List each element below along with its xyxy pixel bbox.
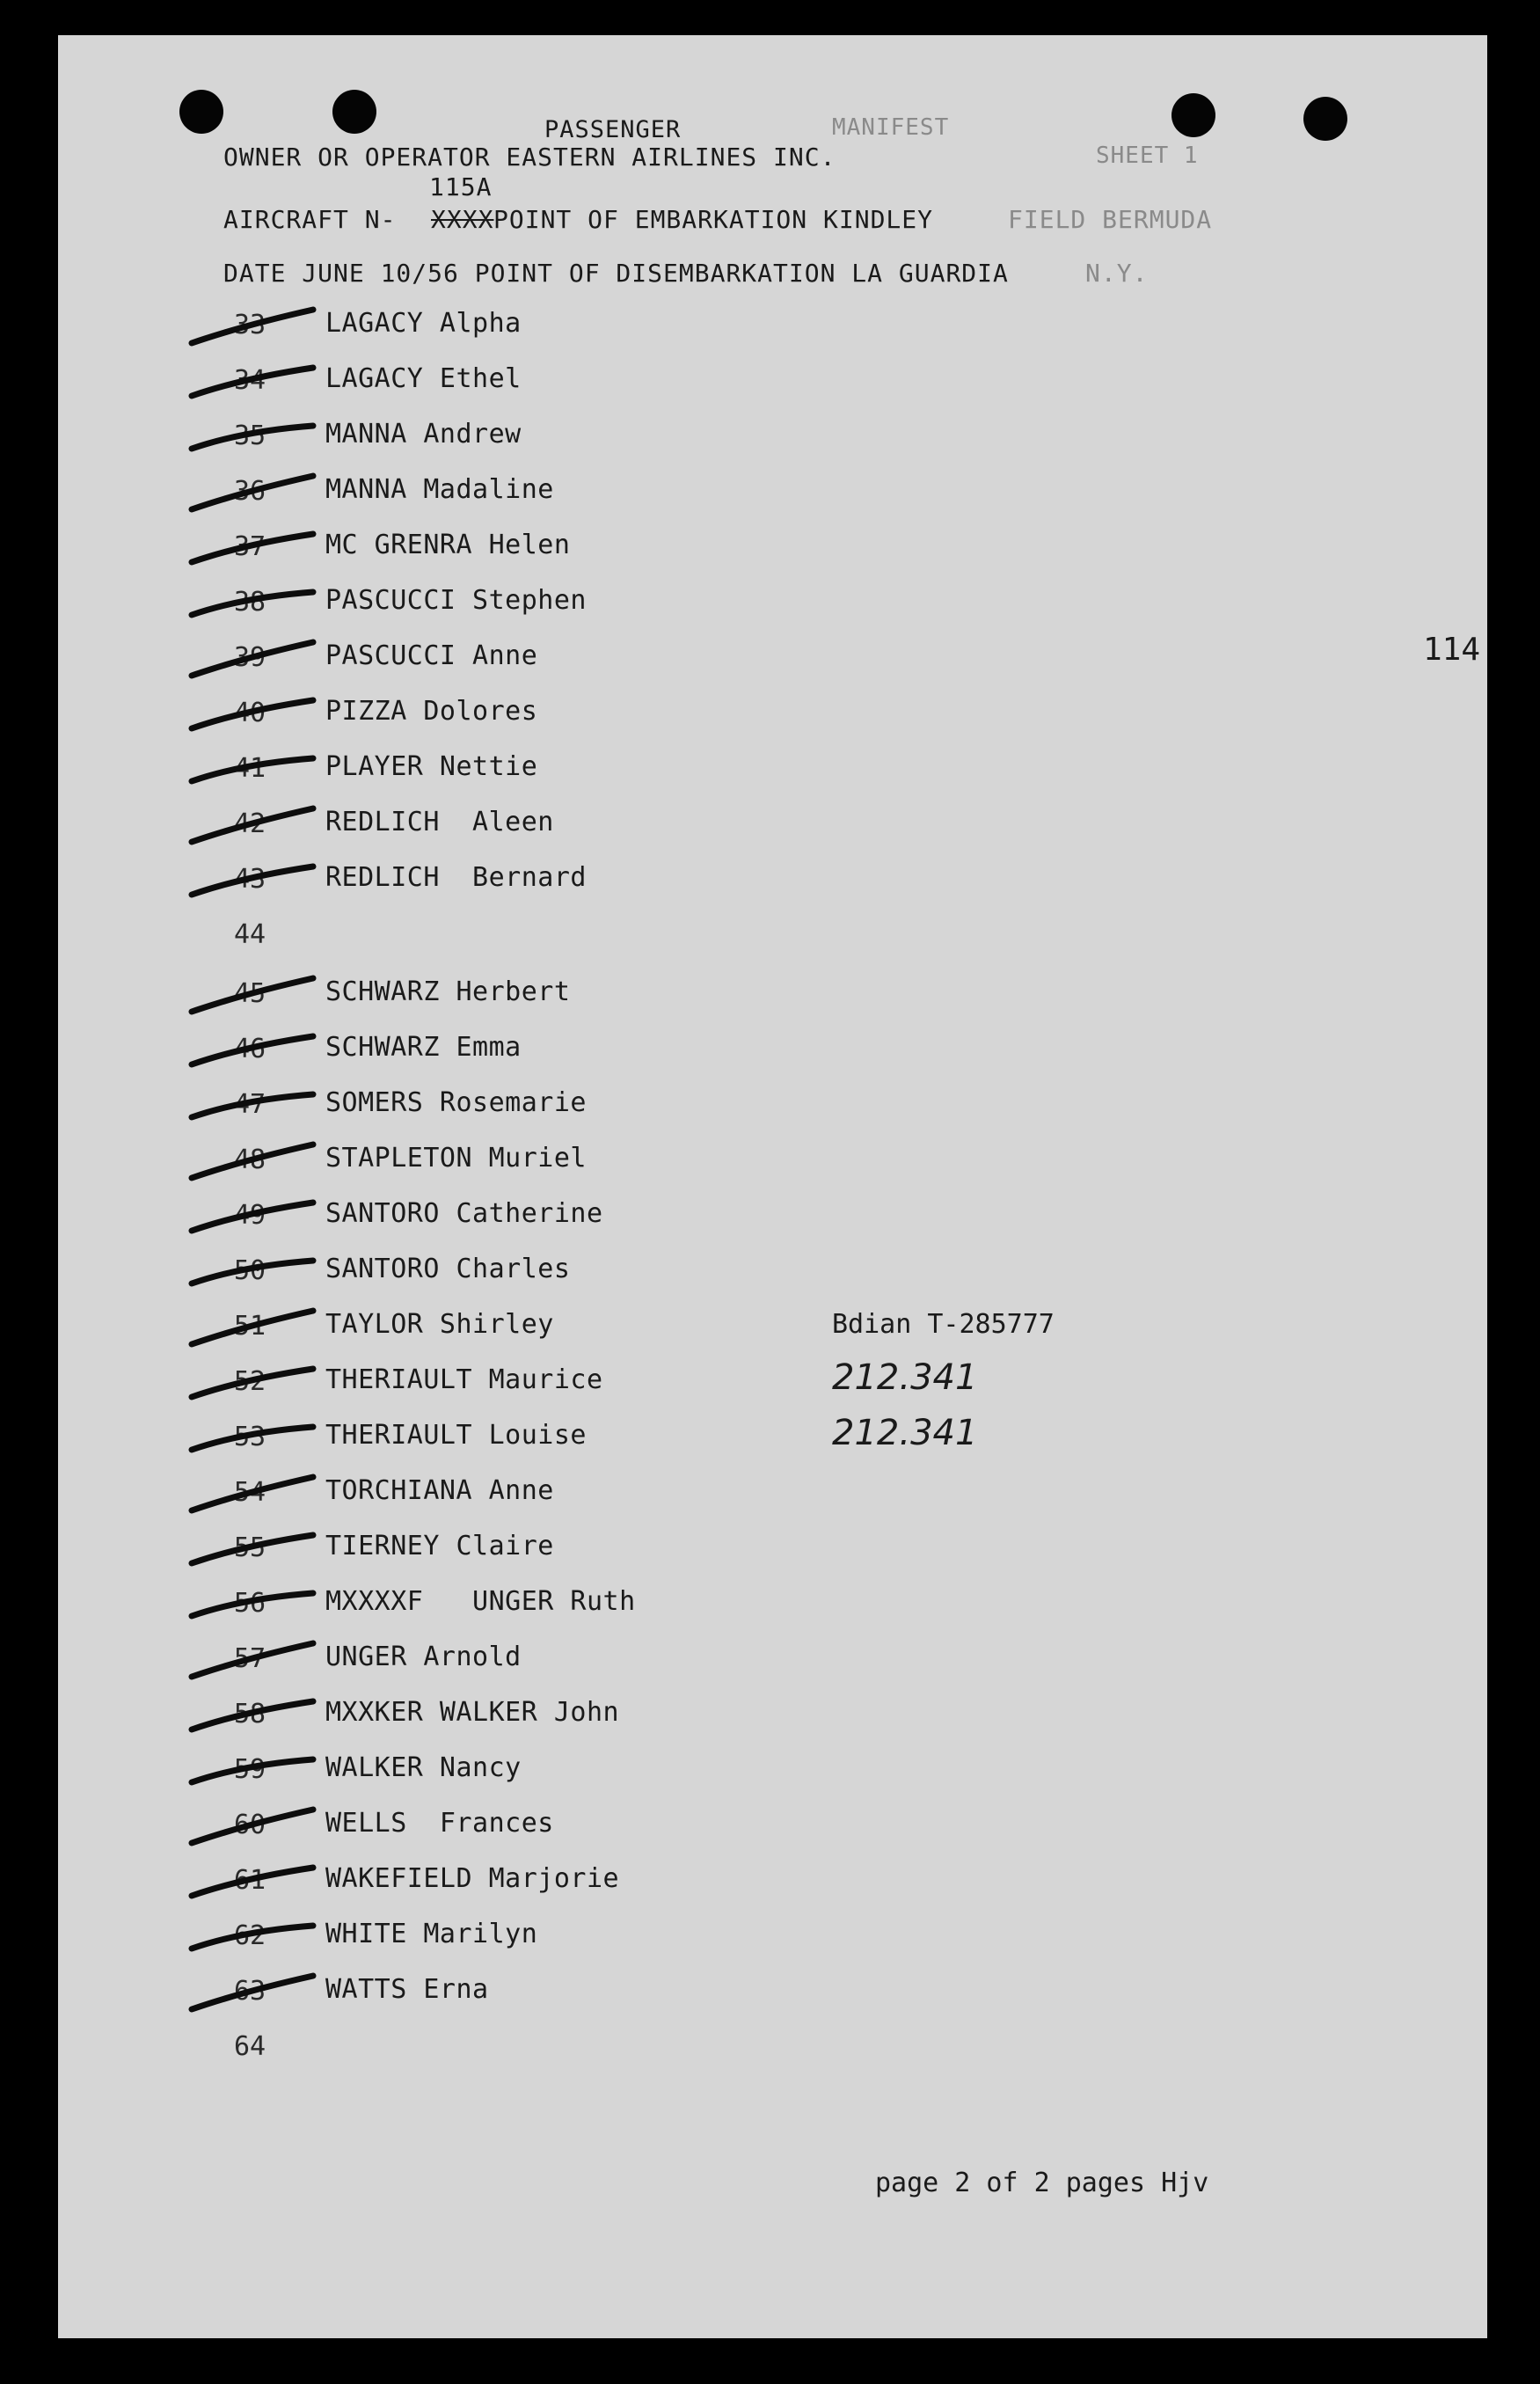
page-footer-note: page 2 of 2 pages Hjv: [875, 2168, 1209, 2198]
form-title-faded: MANIFEST: [832, 114, 950, 141]
side-number: 114: [1423, 632, 1481, 668]
date-line: DATE JUNE 10/56 POINT OF DISEMBARKATION LA GUARDIA: [223, 259, 1009, 288]
passenger-name: WATTS Erna: [325, 1974, 489, 2005]
passenger-name: PASCUCCI Stephen: [325, 585, 587, 616]
passenger-row: [58, 692, 938, 736]
passenger-name: LAGACY Alpha: [325, 308, 522, 339]
punch-hole-4: [1303, 97, 1347, 141]
passenger-name: WALKER Nancy: [325, 1752, 522, 1783]
passenger-row: [58, 1971, 938, 2015]
passenger-name: TIERNEY Claire: [325, 1531, 554, 1561]
handwritten-note: 212.341: [832, 1357, 978, 1398]
passenger-name: REDLICH Bernard: [325, 862, 587, 893]
passenger-number: 60: [234, 1810, 266, 1840]
passenger-number: 33: [234, 310, 266, 340]
passenger-number: 43: [234, 864, 266, 895]
form-title: PASSENGER: [544, 116, 682, 143]
handwritten-note: 212.341: [832, 1413, 978, 1453]
passenger-number: 41: [234, 753, 266, 784]
passenger-name: MANNA Andrew: [325, 419, 522, 450]
passenger-number: 49: [234, 1200, 266, 1231]
punch-hole-3: [1171, 93, 1215, 137]
passenger-number: 58: [234, 1699, 266, 1729]
passenger-name: PIZZA Dolores: [325, 696, 538, 727]
passenger-number: 51: [234, 1311, 266, 1342]
aircraft-label: AIRCRAFT N-: [223, 205, 397, 234]
passenger-row: [58, 471, 938, 515]
passenger-row: [58, 1693, 938, 1737]
passenger-name: REDLICH Aleen: [325, 807, 554, 837]
passenger-row: [58, 1527, 938, 1571]
passenger-number: 39: [234, 642, 266, 673]
passenger-number: 57: [234, 1643, 266, 1674]
aircraft-number-handwritten: 115A: [429, 172, 493, 201]
passenger-name: MANNA Madaline: [325, 474, 554, 505]
passenger-row: [58, 1638, 938, 1682]
passenger-row: [58, 1357, 978, 1405]
passenger-row: [58, 1305, 1055, 1349]
passenger-row: [58, 1804, 938, 1848]
passenger-row: [58, 748, 938, 792]
embarkation-label: POINT OF EMBARKATION KINDLEY: [493, 205, 934, 234]
passenger-name: LAGACY Ethel: [325, 363, 522, 394]
passenger-number: 56: [234, 1588, 266, 1619]
passenger-name: TAYLOR Shirley: [325, 1309, 554, 1340]
passenger-number: 54: [234, 1477, 266, 1508]
passenger-number: 34: [234, 365, 266, 396]
date-faded: N.Y.: [1085, 259, 1149, 288]
passenger-number: 55: [234, 1532, 266, 1563]
passenger-number: 61: [234, 1865, 266, 1896]
passenger-row: [58, 1139, 938, 1183]
passenger-row: [58, 2026, 938, 2070]
passenger-row: [58, 1860, 938, 1904]
passenger-number: 64: [234, 2031, 266, 2062]
passenger-name: PASCUCCI Anne: [325, 640, 538, 671]
passenger-number: 52: [234, 1366, 266, 1397]
passenger-name: SANTORO Catherine: [325, 1198, 603, 1229]
passenger-number: 59: [234, 1754, 266, 1785]
owner-line: OWNER OR OPERATOR EASTERN AIRLINES INC.: [223, 143, 836, 172]
passenger-row: [58, 526, 938, 570]
passenger-row: [58, 973, 938, 1017]
passenger-name: SOMERS Rosemarie: [325, 1087, 587, 1118]
passenger-row: [58, 1413, 978, 1460]
passenger-row: [58, 581, 938, 625]
passenger-number: 50: [234, 1255, 266, 1286]
passenger-row: [58, 914, 938, 958]
passenger-number: 47: [234, 1089, 266, 1120]
passenger-row: [58, 1195, 938, 1239]
punch-hole-1: [179, 90, 223, 134]
passenger-number: 44: [234, 919, 266, 950]
passenger-row: [58, 1084, 938, 1128]
passenger-name: WELLS Frances: [325, 1808, 554, 1839]
owner-right-faded: SHEET 1: [1096, 143, 1199, 169]
passenger-name: MXXXXF UNGER Ruth: [325, 1586, 636, 1617]
passenger-row: [58, 1749, 938, 1793]
passenger-name: SCHWARZ Emma: [325, 1032, 522, 1063]
passenger-row: [58, 1915, 938, 1959]
passenger-row: [58, 1028, 938, 1072]
passenger-row: [58, 415, 938, 459]
passenger-name: THERIAULT Louise: [325, 1420, 587, 1451]
passenger-name: WAKEFIELD Marjorie: [325, 1863, 620, 1894]
manifest-page: [58, 35, 1487, 2338]
passenger-name: WHITE Marilyn: [325, 1919, 538, 1949]
passenger-number: 40: [234, 698, 266, 728]
passenger-row: [58, 360, 938, 404]
passenger-name: SANTORO Charles: [325, 1254, 571, 1284]
passenger-number: 35: [234, 420, 266, 451]
passenger-number: 48: [234, 1144, 266, 1175]
punch-hole-2: [332, 90, 376, 134]
passenger-number: 63: [234, 1976, 266, 2007]
passenger-name: SCHWARZ Herbert: [325, 976, 571, 1007]
passenger-number: 46: [234, 1034, 266, 1064]
passenger-row: [58, 859, 938, 903]
passenger-number: 53: [234, 1422, 266, 1452]
passenger-number: 62: [234, 1920, 266, 1951]
passenger-name: TORCHIANA Anne: [325, 1475, 554, 1506]
passenger-number: 45: [234, 978, 266, 1009]
passenger-name: UNGER Arnold: [325, 1642, 522, 1672]
passenger-number: 37: [234, 531, 266, 562]
passenger-name: THERIAULT Maurice: [325, 1364, 603, 1395]
embarkation-faded: FIELD BERMUDA: [1008, 205, 1213, 234]
passenger-name: MXXKER WALKER John: [325, 1697, 620, 1728]
aircraft-struck: XXXX: [431, 205, 494, 234]
passenger-row: [58, 803, 938, 847]
passenger-name: MC GRENRA Helen: [325, 530, 571, 560]
passenger-row: [58, 1472, 938, 1516]
passenger-number: 38: [234, 587, 266, 618]
passenger-note: Bdian T-285777: [832, 1309, 1055, 1340]
passenger-row: [58, 1250, 938, 1294]
passenger-row: [58, 637, 938, 681]
passenger-row: [58, 304, 938, 348]
passenger-number: 42: [234, 808, 266, 839]
passenger-name: STAPLETON Muriel: [325, 1143, 587, 1174]
passenger-number: 36: [234, 476, 266, 507]
passenger-row: [58, 1583, 938, 1627]
passenger-name: PLAYER Nettie: [325, 751, 538, 782]
